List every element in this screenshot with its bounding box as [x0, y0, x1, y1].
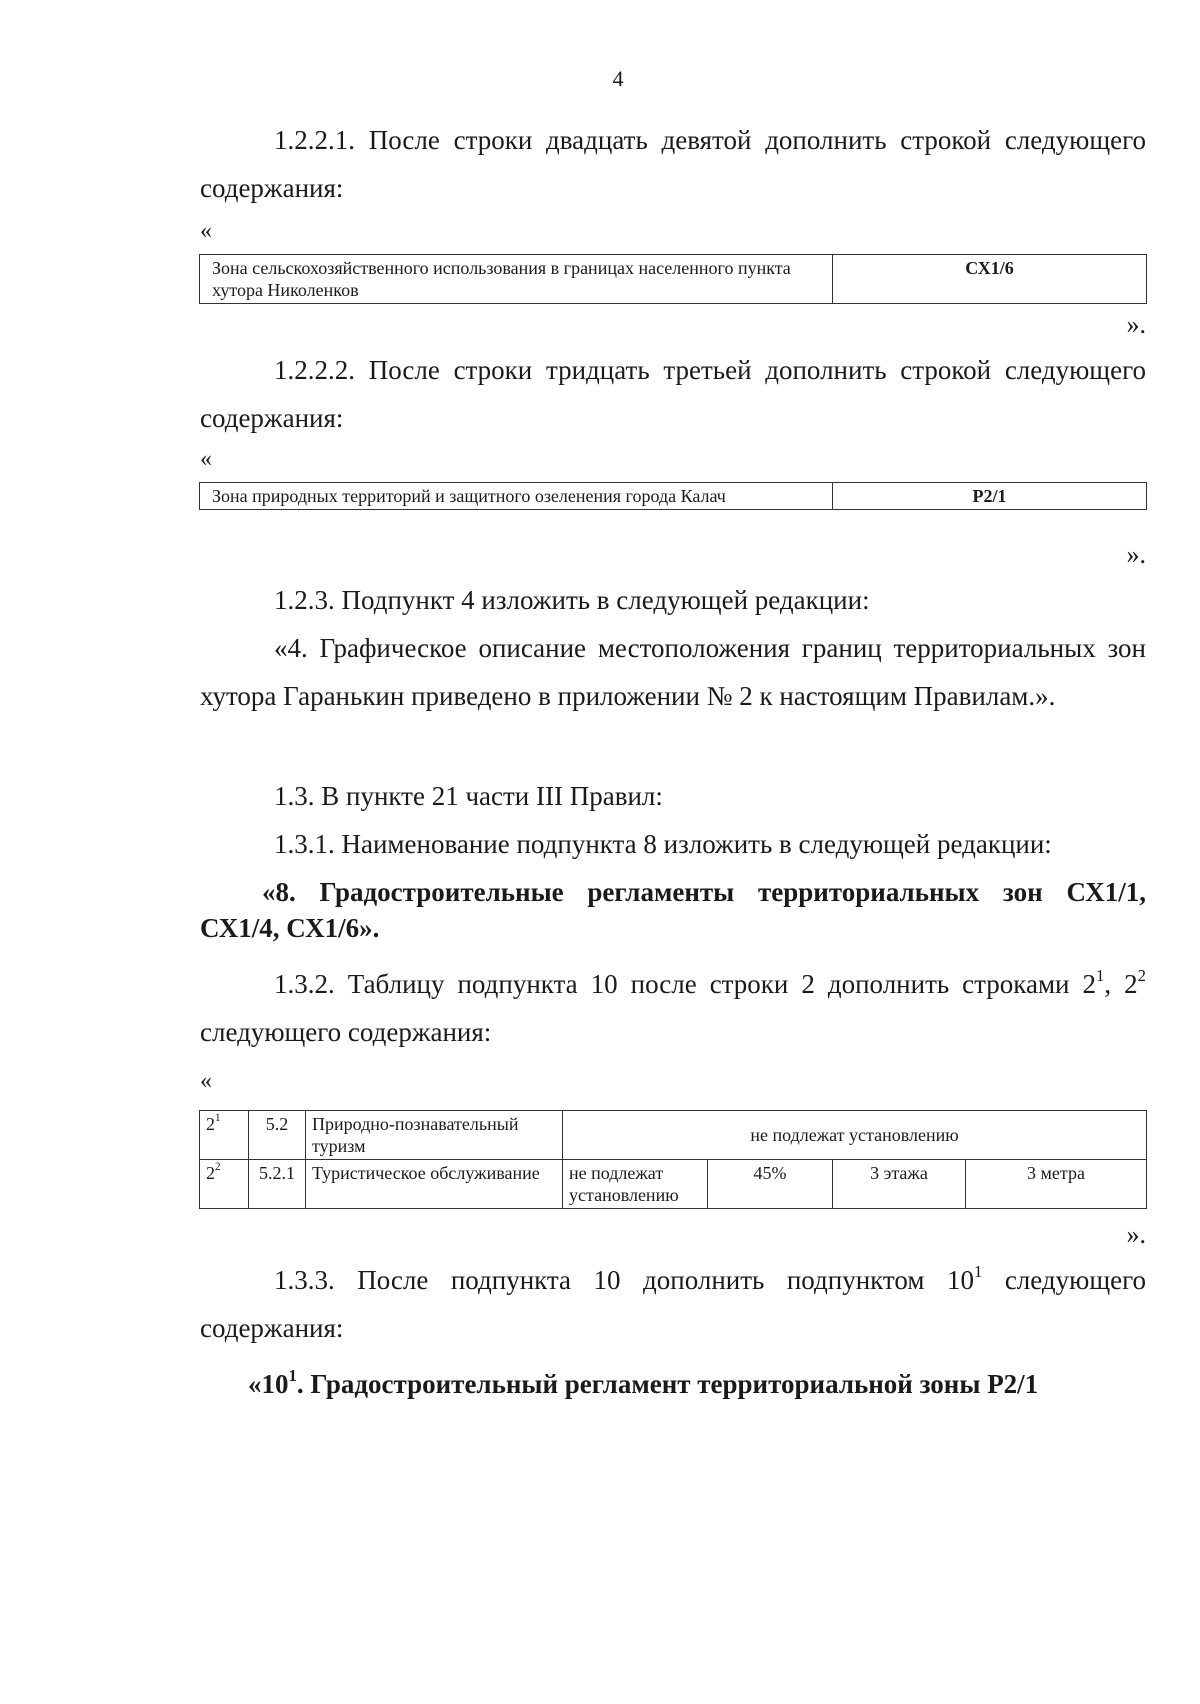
open-quote: «: [200, 446, 212, 472]
table-zone-sh: [199, 254, 1147, 304]
table-zone-r: [199, 482, 1147, 510]
page-number: 4: [612, 66, 624, 91]
value-cell: 3 метра: [966, 1160, 1147, 1209]
table-row: [200, 1160, 1147, 1209]
paragraph-1-2-2-2: 1.2.2.2. После строки тридцать третьей дополнить строкой следующего содержания:: [200, 355, 1146, 433]
value-cell: 3 этажа: [833, 1160, 966, 1209]
close-quote: ».: [1126, 540, 1146, 569]
row-number-cell: $2^2$: [200, 1160, 249, 1209]
zone-code-cell: Р2/1: [833, 483, 1147, 510]
zone-code-cell: СХ1/6: [833, 255, 1147, 304]
paragraph-bold-8: «8. Градостроительные регламенты территориальных зон СХ1/1, СХ1/4, СХ1/6».: [200, 877, 1146, 943]
paragraph-1-3-3: 1.3.3. После подпункта 10 дополнить подпунктом $10^1$ следующего содержания:: [200, 1262, 1146, 1343]
code-cell: 5.2: [249, 1111, 306, 1160]
value-cell: 45%: [708, 1160, 833, 1209]
paragraph-1-3-2: 1.3.2. Таблицу подпункта 10 после строки 2 дополнить строками $2^1$, $2^2$ следующего содержания:: [200, 966, 1147, 1047]
close-quote: ».: [1126, 310, 1146, 339]
activity-name-cell: Туристическое обслуживание: [306, 1160, 563, 1209]
row-number-cell: $2^1$: [200, 1111, 249, 1160]
value-cell: не подлежат установлению: [563, 1160, 708, 1209]
paragraph-1-2-2-1: 1.2.2.1. После строки двадцать девятой дополнить строкой следующего содержания:: [200, 125, 1146, 203]
heading-10-1: «$10^1$. Градостроительный регламент территориальной зоны Р2/1: [248, 1366, 1039, 1399]
table-row: [200, 483, 1147, 510]
activity-name-cell: Природно-познавательный туризм: [306, 1111, 563, 1160]
paragraph-1-3-1: 1.3.1. Наименование подпункта 8 изложить в следующей редакции:: [274, 829, 1052, 859]
zone-name-cell: Зона природных территорий и защитного озеленения города Калач: [200, 483, 833, 510]
open-quote: «: [200, 218, 212, 244]
merged-value-cell: не подлежат установлению: [563, 1111, 1147, 1160]
zone-name-cell: Зона сельскохозяйственного использования в границах населенного пункта хутора Николенков: [200, 255, 833, 304]
paragraph-1-2-3: 1.2.3. Подпункт 4 изложить в следующей редакции:: [274, 585, 870, 615]
table-row: [200, 255, 1147, 304]
code-cell: 5.2.1: [249, 1160, 306, 1209]
paragraph-1-3: 1.3. В пункте 21 части III Правил:: [274, 781, 663, 811]
close-quote: ».: [1126, 1220, 1146, 1249]
table-regulations: [199, 1110, 1147, 1209]
paragraph-quoted-4: «4. Графическое описание местоположения границ территориальных зон хутора Гаранькин приведено в приложении № 2 к настоящим Правилам.».: [200, 633, 1146, 711]
open-quote: «: [200, 1068, 212, 1094]
table-row: [200, 1111, 1147, 1160]
